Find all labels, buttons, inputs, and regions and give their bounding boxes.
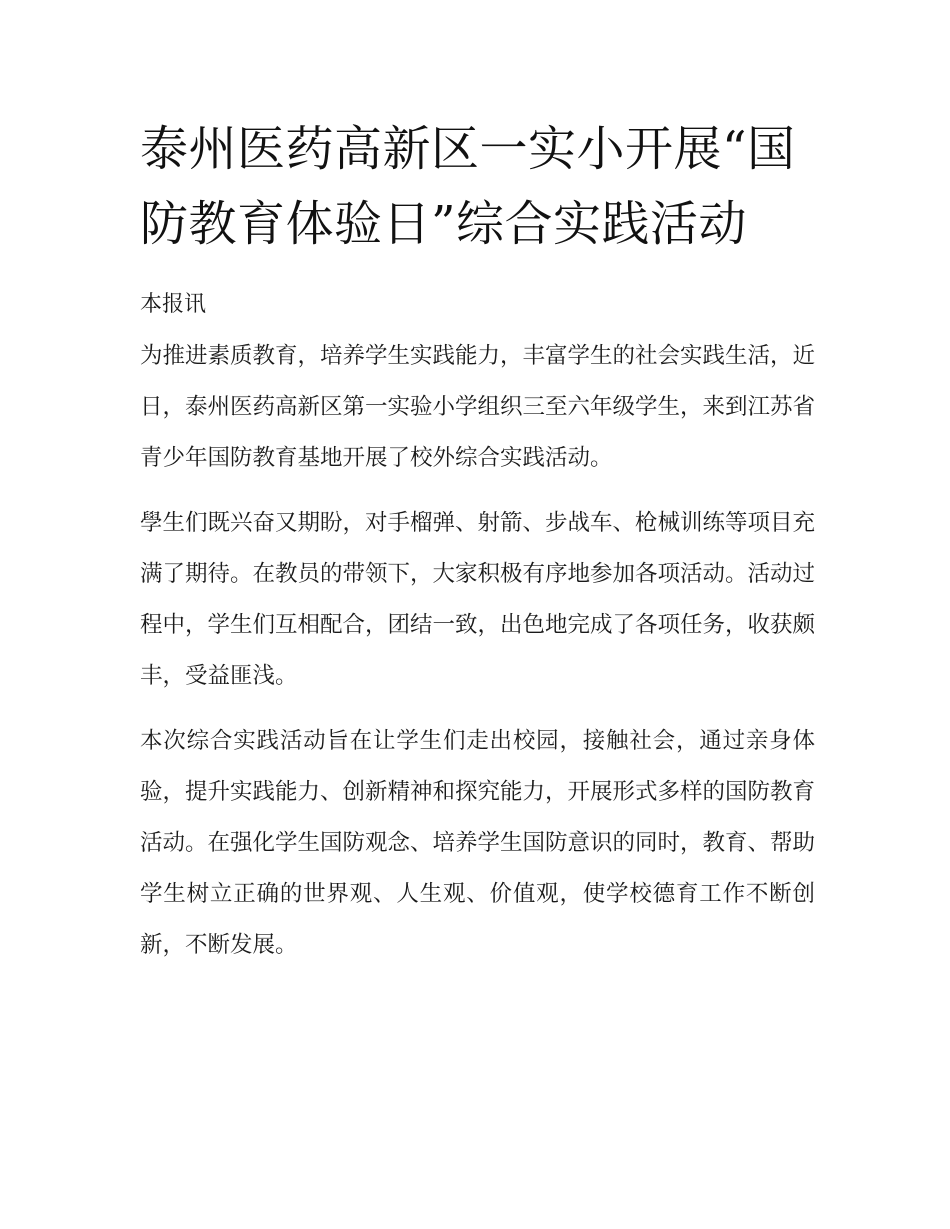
article-byline: 本报讯: [140, 292, 207, 317]
article-paragraph-2: 學生们既兴奋又期盼，对手榴弹、射箭、步战车、枪械训练等项目充满了期待。在教员的带领下，大家积极有序地参加各项活动。活动过程中，学生们互相配合，团结一致，出色地完成了各项任务，收获颇丰，受益匪浅。: [140, 510, 816, 689]
document-page: [140, 112, 815, 971]
article-paragraph-1: 为推进素质教育，培养学生实践能力，丰富学生的社会实践生活，近日，泰州医药高新区第一实验小学组织三至六年级学生，来到江苏省青少年国防教育基地开展了校外综合实践活动。: [140, 343, 816, 471]
article-paragraph-3: 本次综合实践活动旨在让学生们走出校园，接触社会，通过亲身体验，提升实践能力、创新精神和探究能力，开展形式多样的国防教育活动。在强化学生国防观念、培养学生国防意识的同时，教育、帮助学生树立正确的世界观、人生观、价值观，使学校德育工作不断创新，不断发展。: [140, 728, 816, 958]
article-title: 泰州医药高新区一实小开展“国防教育体验日”综合实践活动: [140, 121, 796, 252]
